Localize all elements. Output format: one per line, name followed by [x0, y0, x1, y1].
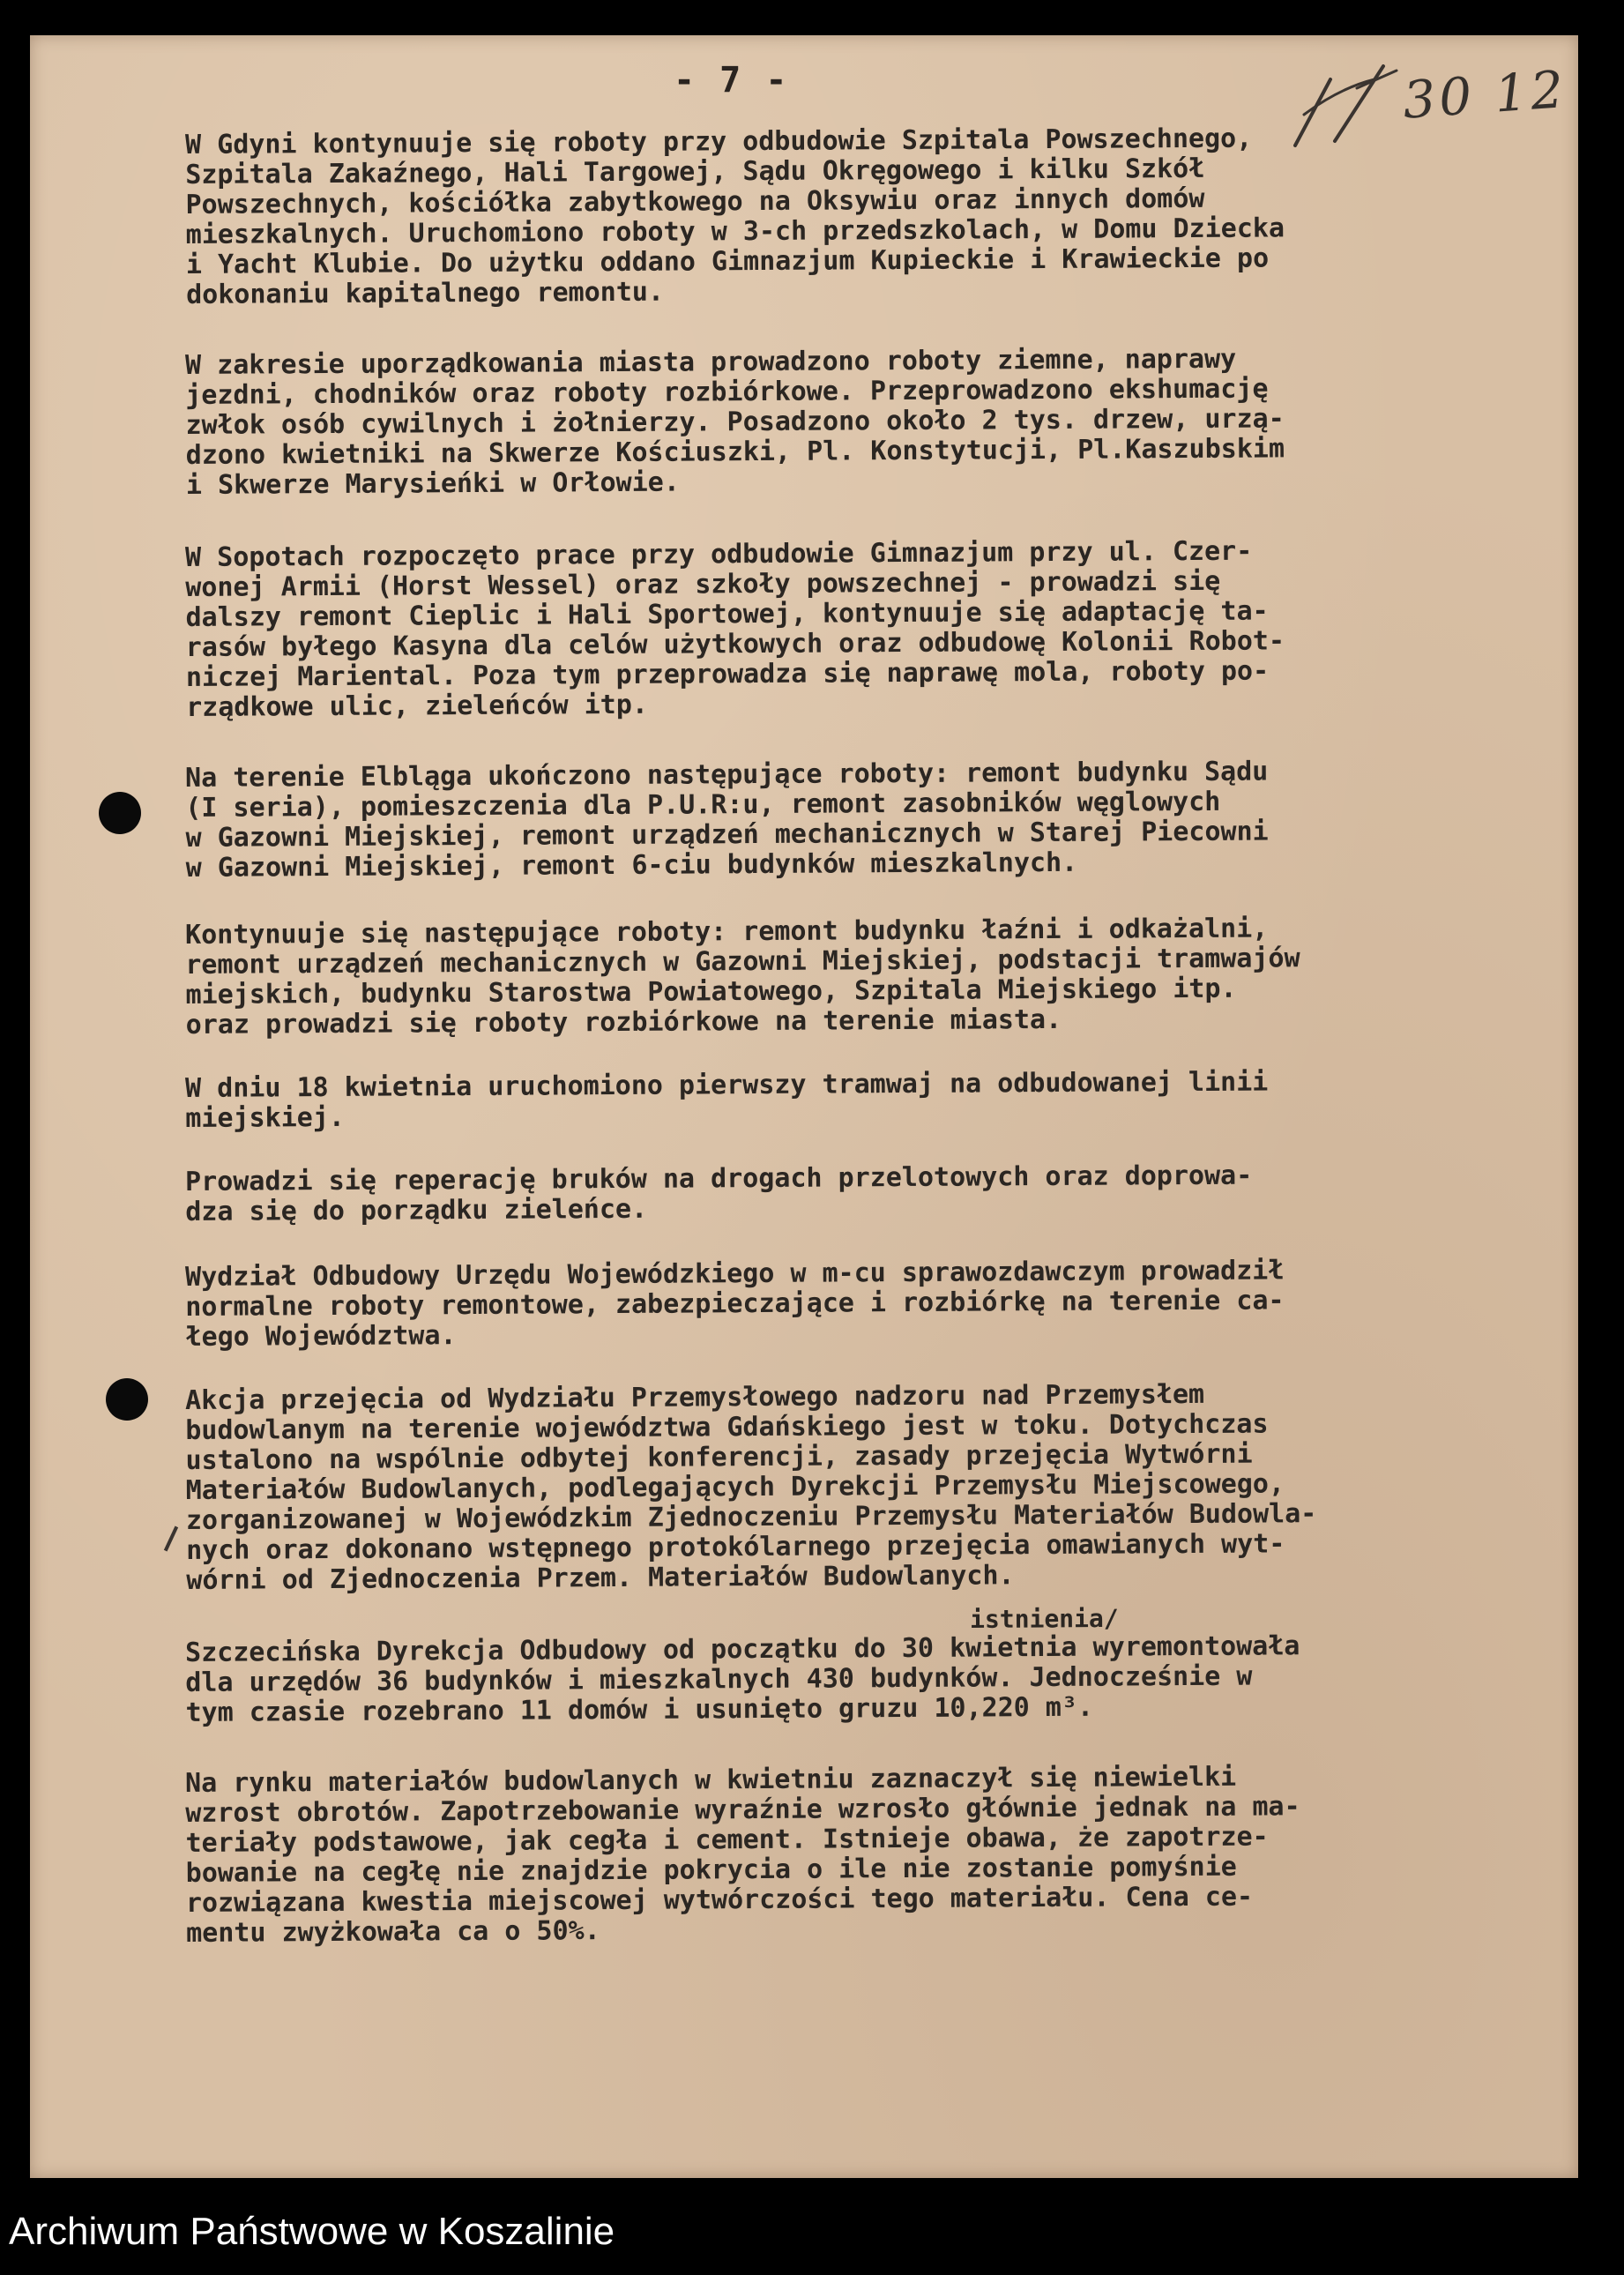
margin-mark — [164, 1526, 178, 1552]
paragraph-gdynia: W Gdyni kontynuuje się roboty przy odbudowie Szpitala Powszechnego, Szpitala Zakaźnego, Hali Targowej, Sądu Okręgowego i kilku Szkół Powszechnych, kościółka zabytkowego na Oksywiu oraz innych domów mieszkalnych. Uruchomiono roboty w 3-ch przedszkolach, w Domu Dziecka i Yacht Klubie. Do użytku oddano Gimnazjum Kupieckie i Krawieckie po dokonaniu kapitalnego remontu. — [184, 123, 1285, 310]
paragraph-tram: W dniu 18 kwietnia uruchomiono pierwszy tramwaj na odbudowanej linii miejskiej. — [184, 1066, 1269, 1134]
paragraph-industry-takeover: Akcja przejęcia od Wydziału Przemysłowego nadzoru nad Przemysłem budowlanym na terenie województwa Gdańskiego jest w toku. Dotychczas ustalono na wspólnie odbytej konferencji, zasady przejęcia Wytwórni Materiałów Budowlanych, podlegających Dyrekcji Przemysłu Miejscowego, zorganizowanej w Wojewódzkim Zjednoczeniu Przemysłu Materiałów Budowla- nych oraz dokonano wstępnego protokólarnego przejęcia omawianych wyt- wórni od Zjednoczenia Przem. Materiałów Budowlanych. — [184, 1378, 1317, 1596]
insertion-note: istnienia/ — [970, 1603, 1119, 1634]
page-number: - 7 - — [674, 60, 789, 101]
punch-hole-bottom — [106, 1378, 148, 1421]
paragraph-paving: Prowadzi się reperację bruków na drogach przelotowych oraz doprowa- dza się do porządku zieleńce. — [184, 1160, 1253, 1227]
paragraph-reconstruction-dept: Wydział Odbudowy Urzędu Wojewódzkiego w m-cu sprawozdawczym prowadził normalne roboty remontowe, zabezpieczające i rozbiórkę na terenie ca- łego Województwa. — [184, 1255, 1285, 1353]
paragraph-city-cleanup: W zakresie uporządkowania miasta prowadzono roboty ziemne, naprawy jezdni, chodników oraz roboty rozbiórkowe. Przeprowadzono ekshumację zwłok osób cywilnych i żołnierzy. Posadzono około 2 tys. drzew, urzą- dzono kwietniki na Skwerze Kościuszki, Pl. Konstytucji, Pl.Kaszubskim i Skwerze Marysieńki w Orłowie. — [184, 343, 1285, 501]
paragraph-sopot: W Sopotach rozpoczęto prace przy odbudowie Gimnazjum przy ul. Czer- wonej Armii (Horst Wessel) oraz szkoły powszechnej - prowadzi się dalszy remont Cieplic i Hali Sportowej, kontynuuje się adaptację ta- rasów byłego Kasyna dla celów użytkowych oraz odbudowę Kolonii Robot- niczej Mariental. Poza tym przeprowadza się naprawę mola, roboty po- rządkowe ulic, zieleńców itp. — [184, 535, 1285, 723]
paragraph-materials-market: Na rynku materiałów budowlanych w kwietniu zaznaczył się niewielki wzrost obrotów. Zapotrzebowanie wyraźnie wzrosło głównie jednak na ma- teriały podstawowe, jak cegła i cement. Istnieje obawa, że zapotrze- bowanie na cegłę nie znajdzie pokrycia o ile nie zostanie pomyśnie rozwiązana kwestia miejscowej wytwórczości tego materiału. Cena ce- mentu zwyżkowała ca o 50%. — [184, 1761, 1300, 1949]
punch-hole-top — [99, 792, 141, 834]
archive-footer — [0, 2204, 1624, 2275]
archive-name: Archiwum Państwowe w Koszalinie — [9, 2210, 615, 2253]
paragraph-elblag-completed: Na terenie Elbląga ukończono następujące roboty: remont budynku Sądu (I seria), pomieszczenia dla P.U.R:u, remont zasobników węglowych w Gazowni Miejskiej, remont urządzeń mechanicznych w Starej Piecowni w Gazowni Miejskiej, remont 6-ciu budynków mieszkalnych. — [184, 756, 1269, 884]
paragraph-szczecin: Szczecińska Dyrekcja Odbudowy od początku do 30 kwietnia wyremontowała dla urzędów 36 budynków i mieszkalnych 430 budynków. Jednocześnie w tym czasie rozebrano 11 domów i usunięto gruzu 10,220 m³. — [184, 1630, 1300, 1728]
paragraph-elblag-continued: Kontynuuje się następujące roboty: remont budynku łaźni i odkażalni, remont urządzeń mechanicznych w Gazowni Miejskiej, podstacji tramwajów miejskich, budynku Starostwa Powiatowego, Szpitala Miejskiego itp. oraz prowadzi się roboty rozbiórkowe na terenie miasta. — [184, 913, 1300, 1041]
handwritten-annotation: 30 12 — [1401, 59, 1569, 131]
document-page — [30, 35, 1578, 2178]
